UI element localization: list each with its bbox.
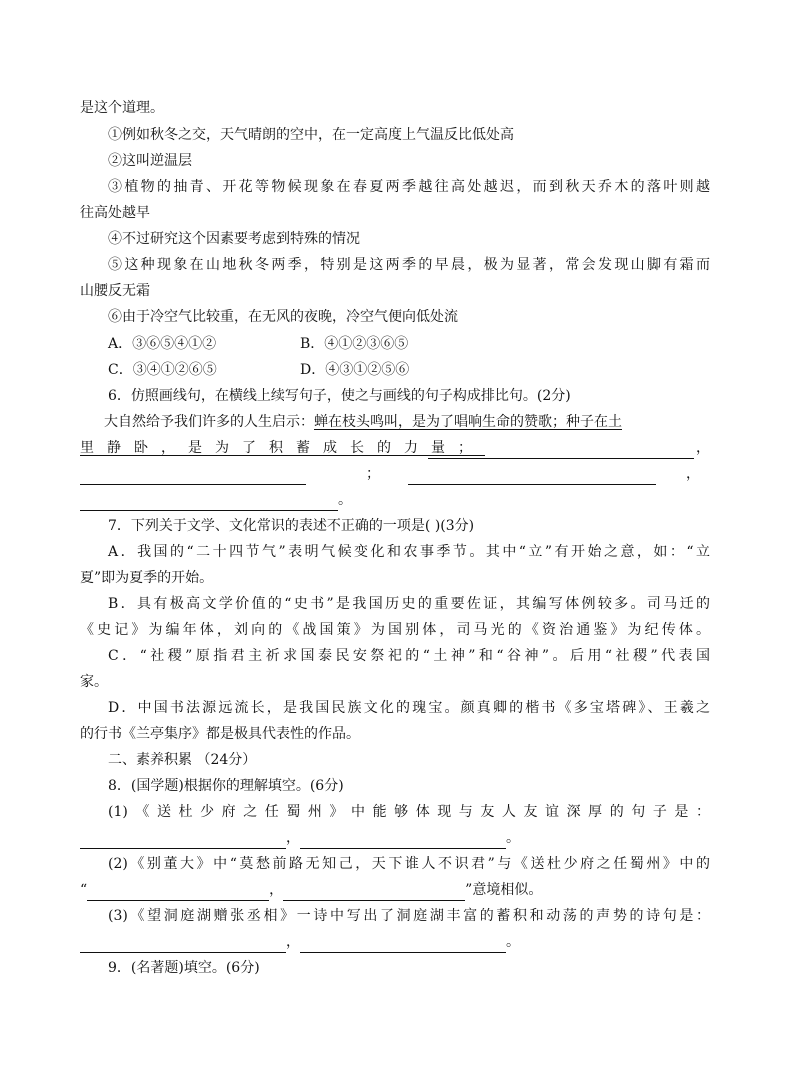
q6-answer-blank-2[interactable] <box>80 468 306 485</box>
q8-part-2-blanks <box>80 879 710 901</box>
sentence-option-5-cont: 山腰反无霜 <box>80 283 150 299</box>
q6-prompt-text: 大自然给予我们许多的人生启示： <box>104 414 314 430</box>
q7-option-b-cont: 《史记》为编年体，刘向的《战国策》为国别体，司马光的《资治通鉴》为纪传体。 <box>80 622 710 638</box>
q6-underlined-sentence-cont: 里静卧，是为了积蓄成长的力量； <box>80 440 485 456</box>
q7-option-d[interactable]: D．中国书法源远流长，是我国民族文化的瑰宝。颜真卿的楷书《多宝塔碑》、王羲之 <box>108 700 710 716</box>
question-6-stem: 6．仿照画线句，在横线上续写句子，使之与画线的句子构成排比句。(2分) <box>108 388 571 404</box>
sentence-option-1: ①例如秋冬之交，天气晴朗的空中，在一定高度上气温反比低处高 <box>108 127 514 143</box>
q6-answer-blank-3[interactable] <box>408 468 656 485</box>
question-8-stem: 8．(国学题)根据你的理解填空。(6分) <box>108 778 344 794</box>
question-7-stem: 7．下列关于文学、文化常识的表述不正确的一项是( )(3分) <box>108 518 475 534</box>
q6-underlined-sentence: 蝉在枝头鸣叫，是为了唱响生命的赞歌；种子在土 <box>314 414 622 430</box>
q8-3-blank-2[interactable] <box>300 936 506 953</box>
q6-comma: ， <box>696 440 710 456</box>
q8-2-close-quote: ”意境相似。 <box>465 882 543 898</box>
q8-2-blank-1[interactable] <box>87 884 269 901</box>
sentence-option-4: ④不过研究这个因素要考虑到特殊的情况 <box>108 231 360 247</box>
q8-2-blank-2[interactable] <box>283 884 465 901</box>
sentence-option-5: ⑤这种现象在山地秋冬两季，特别是这两季的早晨，极为显著，常会发现山脚有霜而 <box>108 257 710 273</box>
q6-semicolon: ； <box>366 466 380 482</box>
question-9-stem: 9．(名著题)填空。(6分) <box>108 960 260 976</box>
sentence-option-6: ⑥由于冷空气比较重，在无风的夜晚，冷空气便向低处流 <box>108 309 458 325</box>
q8-part-3-blanks <box>80 931 710 953</box>
q7-option-b[interactable]: B．具有极高文学价值的“史书”是我国历史的重要佐证，其编写体例较多。司马迁的 <box>108 596 710 612</box>
q6-comma-2: ， <box>686 466 700 482</box>
q8-part-1-blanks <box>80 827 710 849</box>
q8-1-period: 。 <box>506 830 520 846</box>
q8-2-comma: ， <box>269 882 284 898</box>
q8-1-comma: ， <box>286 830 300 846</box>
q5-option-c[interactable]: C．③④①②⑥⑤ <box>108 362 217 378</box>
sentence-option-3: ③植物的抽青、开花等物候现象在春夏两季越往高处越迟，而到秋天乔木的落叶则越 <box>108 179 710 195</box>
q6-line-2 <box>80 437 710 459</box>
q8-part-1: (1)《送杜少府之任蜀州》中能够体现与友人友谊深厚的句子是： <box>108 804 710 820</box>
q5-option-b[interactable]: B．④①②③⑥⑤ <box>300 336 409 352</box>
q8-part-3: (3)《望洞庭湖赠张丞相》一诗中写出了洞庭湖丰富的蓄积和动荡的声势的诗句是： <box>108 908 710 924</box>
q8-1-blank-1[interactable] <box>80 832 286 849</box>
q6-line-3 <box>80 463 710 485</box>
q5-options-row1 <box>108 333 710 355</box>
q8-part-2: (2)《别董大》中“莫愁前路无知己，天下谁人不识君”与《送杜少府之任蜀州》中的 <box>108 856 710 872</box>
q8-2-open-quote: “ <box>80 882 88 898</box>
q7-option-d-cont: 的行书《兰亭集序》都是极具代表性的作品。 <box>80 726 360 742</box>
q8-3-period: 。 <box>506 934 520 950</box>
q6-answer-blank-4[interactable] <box>80 494 338 511</box>
q7-option-a[interactable]: A．我国的“二十四节气”表明气候变化和农事季节。其中“立”有开始之意，如：“立 <box>108 544 710 560</box>
q6-period: 。 <box>338 492 352 508</box>
q7-option-a-cont: 夏”即为夏季的开始。 <box>80 570 214 586</box>
q8-3-blank-1[interactable] <box>80 936 286 953</box>
q5-options-row2 <box>108 359 710 381</box>
q8-3-comma: ， <box>286 934 300 950</box>
section-2-heading: 二、素养积累 （24分） <box>108 752 257 768</box>
q5-option-a[interactable]: A．③⑥⑤④①② <box>108 336 217 352</box>
sentence-option-3-cont: 往高处越早 <box>80 205 150 221</box>
q5-option-d[interactable]: D．④③①②⑤⑥ <box>300 362 410 378</box>
q7-option-c[interactable]: C．“社稷”原指君主祈求国泰民安祭祀的“土神”和“谷神”。后用“社稷”代表国 <box>108 648 710 664</box>
q8-1-blank-2[interactable] <box>300 832 506 849</box>
q6-prompt-line <box>104 411 710 433</box>
q7-option-c-cont: 家。 <box>80 674 108 690</box>
q6-line-4 <box>80 489 710 511</box>
q6-answer-blank-1[interactable] <box>428 442 694 459</box>
text-line: 是这个道理。 <box>80 100 164 116</box>
sentence-option-2: ②这叫逆温层 <box>108 153 192 169</box>
